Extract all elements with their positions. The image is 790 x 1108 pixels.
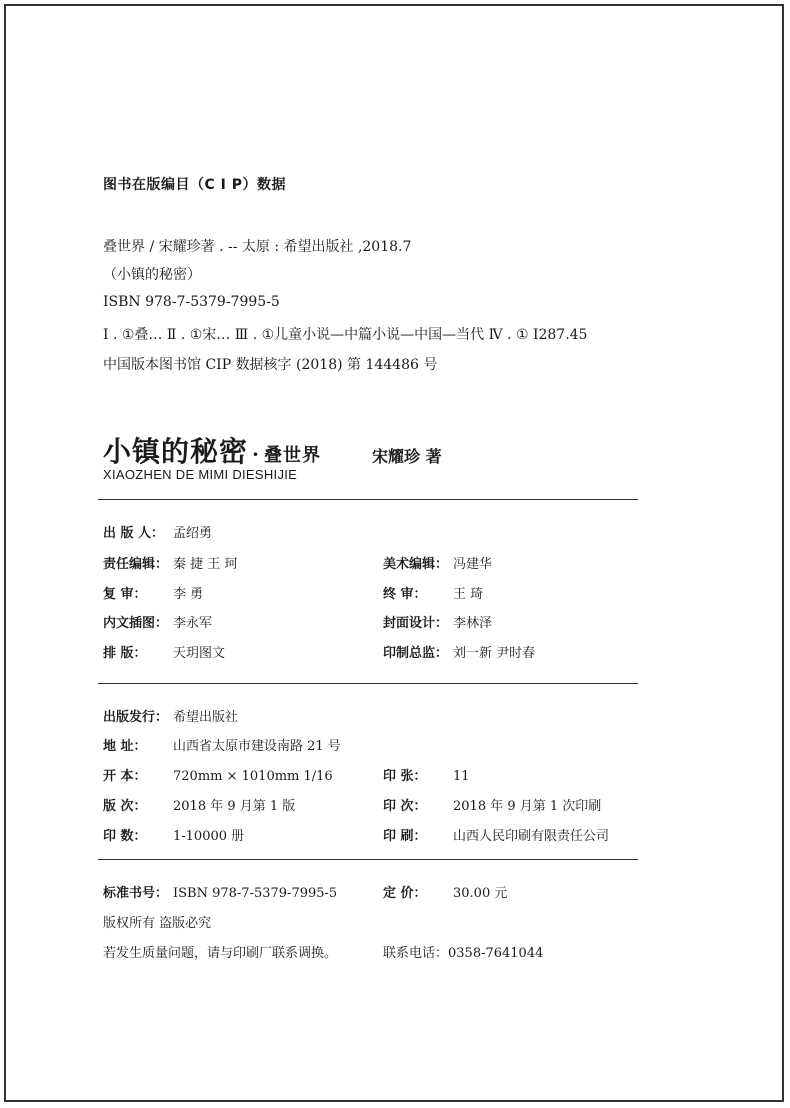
credit-label: 美术编辑： (383, 557, 449, 572)
credit-label: 责任编辑： (103, 557, 169, 572)
pub-value: 2018 年 9 月第 1 版 (173, 799, 296, 814)
pub-value: 1-10000 册 (173, 829, 245, 844)
pub-label: 印 刷： (383, 829, 427, 844)
credit-label: 复 审： (103, 587, 147, 602)
pub-label: 印 次： (383, 799, 427, 814)
pub-label: 印 张： (383, 769, 427, 784)
pub-address (103, 735, 341, 754)
pub-distributor (103, 706, 238, 725)
credit-art-editor (383, 553, 492, 572)
title-separator: · (252, 442, 260, 466)
footer-isbn (103, 882, 337, 901)
credit-reviewer (103, 583, 203, 602)
divider-1 (98, 499, 638, 500)
pub-format (103, 765, 333, 784)
credit-value: 李 勇 (173, 587, 204, 602)
credit-final-reviewer (383, 583, 483, 602)
credit-label: 出 版 人： (103, 526, 165, 541)
footer-label: 定 价： (383, 886, 427, 901)
pub-printer (383, 825, 609, 844)
footer-label: 标准书号： (103, 886, 169, 901)
credit-value: 李林泽 (453, 616, 493, 631)
pub-value: 2018 年 9 月第 1 次印刷 (453, 799, 602, 814)
pub-value: 山西省太原市建设南路 21 号 (173, 739, 341, 754)
credit-label: 封面设计： (383, 616, 449, 631)
credit-cover-design (383, 612, 492, 631)
credit-value: 冯建华 (453, 557, 493, 572)
pub-label: 版 次： (103, 799, 147, 814)
pub-value: 希望出版社 (173, 710, 239, 725)
title-pinyin: XIAOZHEN DE MIMI DIESHIJIE (103, 467, 298, 482)
pub-print-run (103, 825, 244, 844)
book-title (103, 430, 321, 470)
cip-line-classification: Ⅰ . ①叠… Ⅱ . ①宋… Ⅲ . ①儿童小说—中篇小说—中国—当代 Ⅳ . ① I287.45 (103, 327, 588, 343)
credit-label: 内文插图： (103, 616, 169, 631)
footer-copyright: 版权所有 盗版必究 (103, 916, 212, 931)
series-title: 小镇的秘密 (103, 435, 249, 468)
cip-heading: 图书在版编目（C I P）数据 (103, 177, 286, 193)
credit-label: 排 版： (103, 646, 147, 661)
cip-line-series: （小镇的秘密） (103, 267, 201, 283)
footer-price (383, 882, 507, 901)
footer-value: 30.00 元 (453, 886, 508, 901)
credit-value: 李永军 (173, 616, 213, 631)
pub-label: 地 址： (103, 739, 147, 754)
credit-typesetting (103, 642, 225, 661)
credit-label: 终 审： (383, 587, 427, 602)
cip-line-cip-number: 中国版本图书馆 CIP 数据核字 (2018) 第 144486 号 (103, 357, 438, 373)
pub-label: 印 数： (103, 829, 147, 844)
credit-value: 孟绍勇 (173, 526, 213, 541)
credit-publisher-person (103, 522, 212, 541)
author-line: 宋耀珍 著 (372, 447, 442, 466)
pub-edition (103, 795, 295, 814)
credit-value: 王 琦 (453, 587, 484, 602)
pub-value: 山西人民印刷有限责任公司 (453, 829, 610, 844)
credit-editor (103, 553, 237, 572)
footer-value: ISBN 978-7-5379-7995-5 (173, 886, 338, 901)
footer-contact: 联系电话：0358-7641044 (383, 946, 544, 961)
credit-illustrator (103, 612, 212, 631)
footer-quality-note: 若发生质量问题，请与印刷厂联系调换。 (103, 946, 338, 961)
credit-value: 刘一新 尹时春 (453, 646, 536, 661)
divider-2 (98, 683, 638, 684)
credit-value: 秦 捷 王 珂 (173, 557, 238, 572)
pub-label: 开 本： (103, 769, 147, 784)
cip-line-title: 叠世界 / 宋耀珍著 . -- 太原 : 希望出版社 ,2018.7 (103, 239, 412, 255)
credit-print-supervisor (383, 642, 535, 661)
pub-sheets (383, 765, 470, 784)
credit-label: 印制总监： (383, 646, 449, 661)
pub-value: 720mm × 1010mm 1/16 (173, 769, 333, 784)
pub-label: 出版发行： (103, 710, 169, 725)
volume-title: 叠世界 (263, 445, 321, 466)
divider-3 (98, 859, 638, 860)
cip-line-isbn: ISBN 978-7-5379-7995-5 (103, 294, 280, 310)
credit-value: 天玥图文 (173, 646, 226, 661)
pub-value: 11 (453, 769, 470, 784)
pub-printing (383, 795, 601, 814)
